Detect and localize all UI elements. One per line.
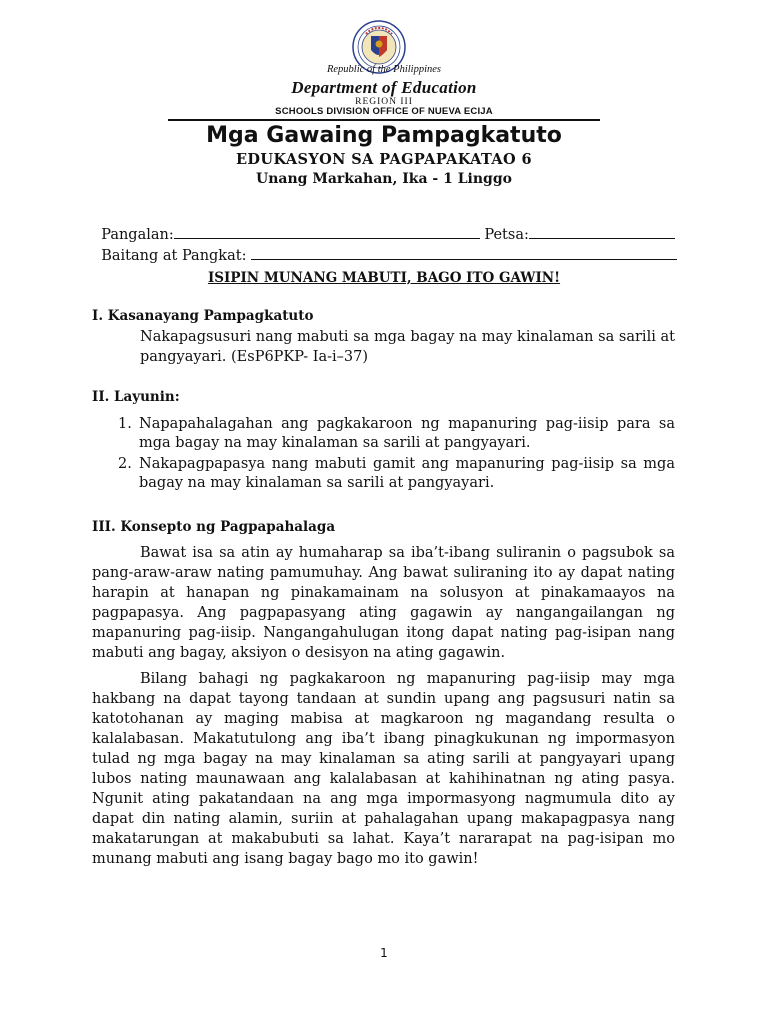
division-office: SCHOOLS DIVISION OFFICE OF NUEVA ECIJA <box>275 106 493 117</box>
concept-paragraph-1: Bawat isa sa atin ay humaharap sa iba’t-ibang suliranin o pagsubok sa pang-araw-araw nating pamumuhay. Ang bawat suliraning ito ay dapat nating harapin at hanapan ng pinakamainam na solusyon at pinakamaayos na pagpapasya. Ang pagpapasyang ating gagawin ay nangangailangan ng mapanuring pag-iisip. Nangangahulugan itong dapat nating pag-isipan nang mabuti ang bagay, aksiyon o desisyon na ating gagawin. <box>92 545 675 661</box>
list-item: 1. Napapahalagahan ang pagkakaroon ng mapanuring pag-iisip para sa mga bagay na may kinalaman sa sarili at pangyayari. <box>118 416 675 451</box>
page-number: 1 <box>380 946 388 960</box>
name-label: Pangalan: <box>101 227 174 243</box>
competency-text: Nakapagsusuri nang mabuti sa mga bagay na may kinalaman sa sarili at pangyayari. (EsP6PKP- Ia-i–37) <box>140 329 675 365</box>
objectives-list <box>118 415 675 495</box>
grade-section-field[interactable] <box>251 245 677 260</box>
list-item: 2. Nakapagpapasya nang mabuti gamit ang mapanuring pag-iisip sa mga bagay na may kinalaman sa sarili at pangyayari. <box>118 456 675 491</box>
concept-paragraph-2: Bilang bahagi ng pagkakaroon ng mapanuring pag-iisip may mga hakbang na dapat tayong tandaan at sundin upang ang pagsusuri natin sa katotohanan ay maging mabisa at magkaroon ng magandang resulta o kalalabasan. Makatutulong ang iba’t ibang pinagkukunan ng impormasyon tulad ng mga bagay na may kinalaman sa ating sarili at pangyayari upang lubos nating maunawaan ang kalalabasan at kahihinatnan ng ating pasya. Ngunit ating pakatandaan na ang mga impormasyong nagmumula dito ay dapat din nating alamin, suriin at pahalagahan upang makapagpasya nang makatarungan at makabubuti sa lahat. Kaya’t nararapat na pag-isipan mo munang mabuti ang isang bagay bago mo ito gawin! <box>92 671 675 867</box>
region-line: REGION III <box>355 97 413 107</box>
page-title: Mga Gawaing Pampagkatuto <box>206 123 562 148</box>
objectives-heading: II. Layunin: <box>92 389 180 405</box>
header-divider <box>168 119 600 121</box>
date-label: Petsa: <box>484 227 529 243</box>
competency-heading: I. Kasanayang Pampagkatuto <box>92 308 314 324</box>
grade-section-label: Baitang at Pangkat: <box>101 248 247 264</box>
activity-title: ISIPIN MUNANG MABUTI, BAGO ITO GAWIN! <box>207 270 561 286</box>
department-name: Department of Education <box>291 78 477 97</box>
grade-section-row <box>92 229 677 264</box>
concept-heading: III. Konsepto ng Pagpapahalaga <box>92 519 336 535</box>
subject-title: EDUKASYON SA PAGPAPAKATAO 6 <box>235 151 533 168</box>
republic-line: Republic of the Philippines <box>326 64 442 75</box>
quarter-week: Unang Markahan, Ika - 1 Linggo <box>256 171 512 187</box>
